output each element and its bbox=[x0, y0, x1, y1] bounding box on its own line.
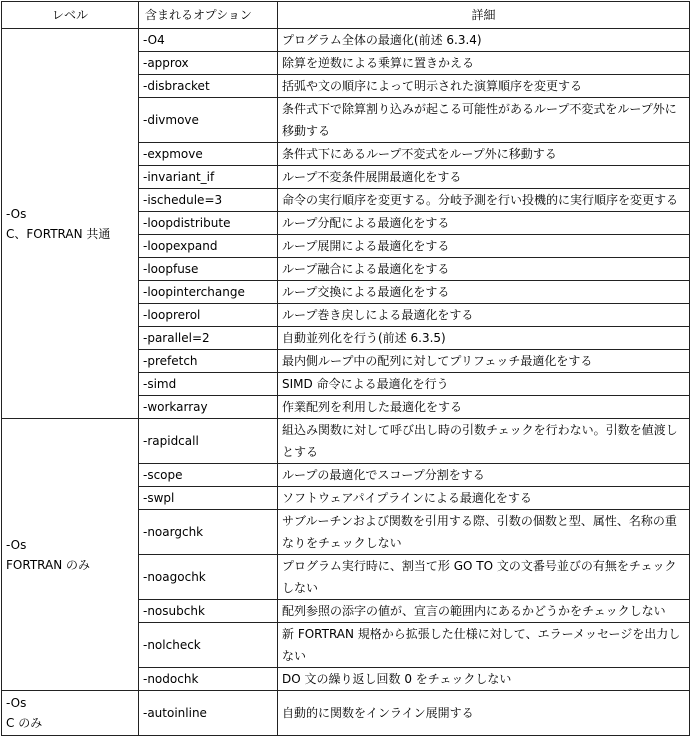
table-row bbox=[2, 29, 690, 52]
detail-cell: ループ分配による最適化をする bbox=[278, 212, 690, 235]
detail-cell: 条件式下にあるループ不変式をループ外に移動する bbox=[278, 143, 690, 166]
detail-cell: ループ交換による最適化をする bbox=[278, 281, 690, 304]
option-cell: -expmove bbox=[139, 143, 278, 166]
option-cell: -ischedule=3 bbox=[139, 189, 278, 212]
options-table bbox=[1, 1, 690, 736]
header-level: レベル bbox=[2, 2, 139, 29]
detail-cell: ソフトウェアパイプラインによる最適化をする bbox=[278, 487, 690, 510]
detail-cell: プログラム実行時に、割当て形 GO TO 文の文番号並びの有無をチェックしない bbox=[278, 555, 690, 600]
option-cell: -nosubchk bbox=[139, 600, 278, 623]
detail-cell: SIMD 命令による最適化を行う bbox=[278, 373, 690, 396]
header-details: 詳細 bbox=[278, 2, 690, 29]
option-cell: -loopinterchange bbox=[139, 281, 278, 304]
detail-cell: サブルーチンおよび関数を引用する際、引数の個数と型、属性、名称の重なりをチェックしない bbox=[278, 510, 690, 555]
option-cell: -nodochk bbox=[139, 668, 278, 691]
option-cell: -loopdistribute bbox=[139, 212, 278, 235]
detail-cell: プログラム全体の最適化(前述 6.3.4) bbox=[278, 29, 690, 52]
detail-cell: ループの最適化でスコープ分割をする bbox=[278, 464, 690, 487]
detail-cell: 作業配列を利用した最適化をする bbox=[278, 396, 690, 419]
detail-cell: DO 文の繰り返し回数 0 をチェックしない bbox=[278, 668, 690, 691]
option-cell: -loopfuse bbox=[139, 258, 278, 281]
option-cell: -disbracket bbox=[139, 75, 278, 98]
detail-cell: ループ不変条件展開最適化をする bbox=[278, 166, 690, 189]
option-cell: -simd bbox=[139, 373, 278, 396]
level-scope: C、FORTRAN 共通 bbox=[6, 226, 111, 241]
option-cell: -loopexpand bbox=[139, 235, 278, 258]
detail-cell: ループ展開による最適化をする bbox=[278, 235, 690, 258]
detail-cell: ループ融合による最適化をする bbox=[278, 258, 690, 281]
detail-cell: 配列参照の添字の値が、宣言の範囲内にあるかどうかをチェックしない bbox=[278, 600, 690, 623]
detail-cell: ループ巻き戻しによる最適化をする bbox=[278, 304, 690, 327]
detail-cell: 括弧や文の順序によって明示された演算順序を変更する bbox=[278, 75, 690, 98]
option-cell: -parallel=2 bbox=[139, 327, 278, 350]
level-flag: -Os bbox=[6, 206, 27, 221]
level-flag: -Os bbox=[6, 537, 27, 552]
option-cell: -looprerol bbox=[139, 304, 278, 327]
level-flag: -Os bbox=[6, 696, 27, 710]
option-cell: -scope bbox=[139, 464, 278, 487]
option-cell: -O4 bbox=[139, 29, 278, 52]
option-cell: -nolcheck bbox=[139, 623, 278, 668]
level-cell bbox=[2, 29, 139, 419]
detail-cell: 組込み関数に対して呼び出し時の引数チェックを行わない。引数を値渡しとする bbox=[278, 419, 690, 464]
level-cell bbox=[2, 419, 139, 691]
table-body bbox=[2, 29, 690, 736]
level-scope: C のみ bbox=[6, 716, 43, 730]
header-options: 含まれるオプション bbox=[139, 2, 278, 29]
option-cell: -approx bbox=[139, 52, 278, 75]
option-cell: -invariant_if bbox=[139, 166, 278, 189]
option-cell: -workarray bbox=[139, 396, 278, 419]
option-cell: -noagochk bbox=[139, 555, 278, 600]
option-cell: -divmove bbox=[139, 98, 278, 143]
option-cell: -prefetch bbox=[139, 350, 278, 373]
option-cell: -autoinline bbox=[139, 691, 278, 736]
header-row bbox=[2, 2, 690, 29]
detail-cell: 条件式下で除算割り込みが起こる可能性があるループ不変式をループ外に移動する bbox=[278, 98, 690, 143]
table-header bbox=[2, 2, 690, 29]
detail-cell: 除算を逆数による乗算に置きかえる bbox=[278, 52, 690, 75]
table-row bbox=[2, 419, 690, 464]
option-cell: -swpl bbox=[139, 487, 278, 510]
option-cell: -rapidcall bbox=[139, 419, 278, 464]
table-row bbox=[2, 691, 690, 736]
detail-cell: 命令の実行順序を変更する。分岐予測を行い投機的に実行順序を変更する bbox=[278, 189, 690, 212]
detail-cell: 新 FORTRAN 規格から拡張した仕様に対して、エラーメッセージを出力しない bbox=[278, 623, 690, 668]
level-scope: FORTRAN のみ bbox=[6, 557, 90, 572]
detail-cell: 自動並列化を行う(前述 6.3.5) bbox=[278, 327, 690, 350]
option-cell: -noargchk bbox=[139, 510, 278, 555]
level-cell bbox=[2, 691, 139, 736]
detail-cell: 最内側ループ中の配列に対してプリフェッチ最適化をする bbox=[278, 350, 690, 373]
detail-cell: 自動的に関数をインライン展開する bbox=[278, 691, 690, 736]
